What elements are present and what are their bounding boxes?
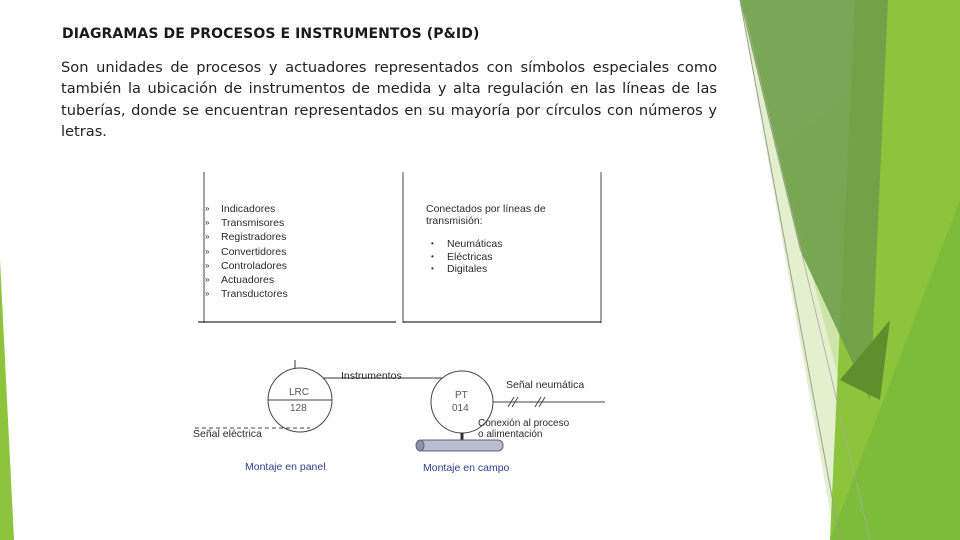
list-item: » Indicadores [205, 203, 276, 215]
list-item: » Transmisores [205, 217, 285, 230]
list-item: » Controladores [205, 259, 287, 272]
field-mount-label: Montaje en campo [423, 462, 510, 474]
list-item: • Neumáticas [431, 238, 503, 250]
figure-top [195, 172, 605, 327]
instruments-label: Instrumentos [341, 370, 402, 382]
list-item: • Digitales [431, 263, 488, 275]
process-pipe [418, 440, 503, 451]
pneumatic-signal-label: Señal neumática [506, 379, 585, 391]
list-item: » Actuadores [205, 274, 275, 287]
figure-bottom [190, 355, 620, 480]
page-title: DIAGRAMAS DE PROCESOS E INSTRUMENTOS (P&ID) [62, 26, 480, 42]
transmission-list [431, 238, 502, 276]
pt-label-top: PT [455, 390, 468, 401]
lrc-label-top: LRC [289, 387, 310, 398]
list-item: • Eléctricas [431, 250, 493, 263]
body-paragraph: Son unidades de procesos y actuadores representados con símbolos especiales como también la ubicación de instrumentos de medida y alta regulación en las líneas de las tuberías, donde se encuentran representados en su mayoría por círculos con números y letras. [61, 59, 717, 140]
electric-signal-label: Señal eléctrica [193, 428, 262, 440]
panel-mount-label: Montaje en panel [245, 461, 326, 473]
transmission-heading: Conectados por líneas de transmisión: [426, 203, 546, 227]
list-item: » Transductores [205, 288, 288, 301]
list-item: » Registradores [205, 231, 287, 244]
pt-label-bottom: 014 [452, 403, 469, 414]
list-item: » Convertidores [205, 245, 287, 258]
process-connection-label: Conexión al proceso o alimentación [478, 418, 570, 440]
deco-left-strip [0, 260, 14, 540]
process-pipe-end [416, 440, 424, 451]
lrc-label-bottom: 128 [290, 403, 307, 414]
instrument-type-list [205, 202, 288, 301]
